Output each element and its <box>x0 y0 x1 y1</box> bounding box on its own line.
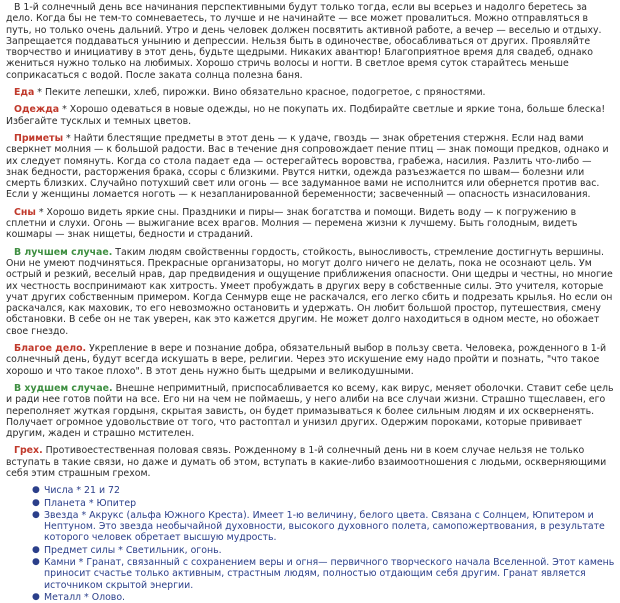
section-sin <box>6 445 616 479</box>
bullet-icon: ● <box>32 591 40 602</box>
list-item: ● Звезда * Акрукс (альфа Южного Креста). Имеет 1-ю величину, белого цвета. Связана с Солнцем, Юпитером и Нептуном. Это звезда необычайной духовности, высокого духовного полета, самопожертвования, в результате которого человек обретает высшую мудрость. <box>32 509 605 544</box>
section-text: * Пеките лепешки, хлеб, пирожки. Вино обязательно красное, подогретое, с пряностями. <box>34 87 486 99</box>
section-food <box>6 87 616 98</box>
list-item: ● Числа * 21 и 72 <box>32 485 120 497</box>
section-label: Еда <box>14 87 35 99</box>
section-dreams <box>6 207 616 241</box>
section-worst-case <box>6 383 616 439</box>
list-item: ● Камни * Гранат, связанный с сохранением веры и огня— первичного творческого начала Вселенной. Этот камень приносит счастье только активным, страстным людям, полностью отдающим себя другим. Гранат является источником скрытой энергии. <box>32 557 615 591</box>
list-item: ● Металл * Олово. <box>32 591 126 603</box>
section-label: В худшем случае. <box>14 382 113 394</box>
section-label: Приметы <box>14 132 64 144</box>
section-good-deed <box>6 343 616 377</box>
bullet-icon: ● <box>32 497 40 508</box>
bullet-icon: ● <box>32 557 40 568</box>
section-best-case <box>6 247 616 337</box>
section-text: * Хорошо одеваться в новые одежды, но не покупать их. Подбирайте светлые и яркие тона, больше блеска! Избегайте тусклых и темных цветов. <box>6 104 606 127</box>
section-text: * Найти блестящие предметы в этот день — к удаче, гвоздь — знак обретения стержня. Если над вами сверкнет молния — к большой радости. Вас в течение дня сопровождает пение птиц — знак помощи предков, однако и их следует помянуть. Когда со стола падает еда — остерегайтесь воровства, грабежа, насилия. Разлить что-либо — знак бедности, расторжения брака, ссоры с близкими. Рвутся нитки, одежда разъезжается по швам— болезни или смерть близких. Случайно потухший свет или огонь — все задуманное вами не исполнится или обернется против вас. Если у женщины ломается ноготь — к незапланированной беременности; засвеченный — опасность изнасилования. <box>6 132 609 201</box>
section-text: * Хорошо видеть яркие сны. Праздники и пиры— знак богатства и помощи. Видеть воду — к погружению в сплетни и слухи. Огонь — выжигание всех врагов. Молния — перемена жизни к лучшему. Быть голодным, видеть кошмары — знак нищеты, бедности и страданий. <box>6 206 578 241</box>
list-item: ● Предмет силы * Светильник, огонь. <box>32 544 222 556</box>
section-text: Внешне непримитный, приспосабливается ко всему, как вирус, меняет оболочки. Ставит себе цель и ради нее готов пойти на все. Его ни на чем не поймаешь, у него алиби на все случаи жизни. Страшно тщеславен, его переполняет жуткая гордыня, скрытая зависть, он будет примазываться к более сильным людям и их оскверненять. Получает огромное удовольствие от того, что растоптал и унизил других. Одержим пороками, которые прививает другим, жаден и страшно мстителен. <box>6 382 614 440</box>
bullet-icon: ● <box>32 485 40 496</box>
section-label: Одежда <box>14 104 60 116</box>
intro-paragraph: В 1-й солнечный день все начинания перспективными будут только тогда, если вы всерьез и надолго беретесь за дело. Когда бы не тем-то сомневаетесь, то лучше и не начинайте — все может провалиться. Можно отправляться в путь, но только очень дальний. Утро и день человек должен посвятить активной работе, а вечер — веселью и отдыху. Запрещается поддаваться унынию и депрессии. Нельзя быть в одиночестве, обосабливаться от других. Проявляйте творчество и инициативу в этот день, будьте щедрыми. Никаких авантюр! Благоприятное время для свадеб, однако жениться нужно только на любимых. Хорошо стричь волосы и ногти. В светлое время суток старайтесь меньше соприкасаться с водой. После заката солнца полезна баня. <box>6 2 602 81</box>
section-text: Таким людям свойственны гордость, стойкость, выносливость, стремление достигнуть вершины. Они не умеют подчиняться. Прекрасные организаторы, но могут долго ничего не делать, пока не осознают цель. Ум острый и резкий, веселый нрав, дар предвидения и ощущение приближения опасности. Они щедры и честны, но многие их честность воспринимают как хитрость. Умеет пробуждать в других веру в собственные силы. Это учителя, которые учат других собственным примером. Когда Сенмурв еще не раскачался, его легко сбить и подрезать крылья. Но если он раскачался, как маховик, то его невозможно остановить и удержать. Он любит большой простор, путешествия, смену обстановки. В себе он не так уверен, как это кажется другим. Не может долго находиться в одном месте, но обожает свое гнездо. <box>6 246 613 337</box>
bullet-icon: ● <box>32 544 40 555</box>
section-label: Благое дело. <box>14 343 87 355</box>
section-text: Укрепление в вере и познание добра, обязательный выбор в пользу света. Человека, рожденного в 1-й солнечный день, будут всегда искушать в вере, религии. Через это искушение ему надо пройти и познать, "что такое хорошо и что такое плохо". В этот день нужно быть щедрыми и великодушными. <box>6 343 607 377</box>
section-label: Сны <box>14 206 36 218</box>
section-label: Грех. <box>14 445 43 457</box>
section-label: В лучшем случае. <box>14 246 113 258</box>
attributes-list <box>6 485 616 603</box>
section-omens <box>6 133 616 201</box>
list-item: ● Планета * Юпитер <box>32 497 137 509</box>
bullet-icon: ● <box>32 509 40 520</box>
section-clothing <box>6 104 616 127</box>
section-text: Противоестественная половая связь. Рожденному в 1-й солнечный день ни в коем случае нельзя не только вступать в такие связи, но даже и думать об этом, вступать в какие-либо взаимоотношения с людьми, оскверняющими себя этим страшным грехом. <box>6 445 607 479</box>
